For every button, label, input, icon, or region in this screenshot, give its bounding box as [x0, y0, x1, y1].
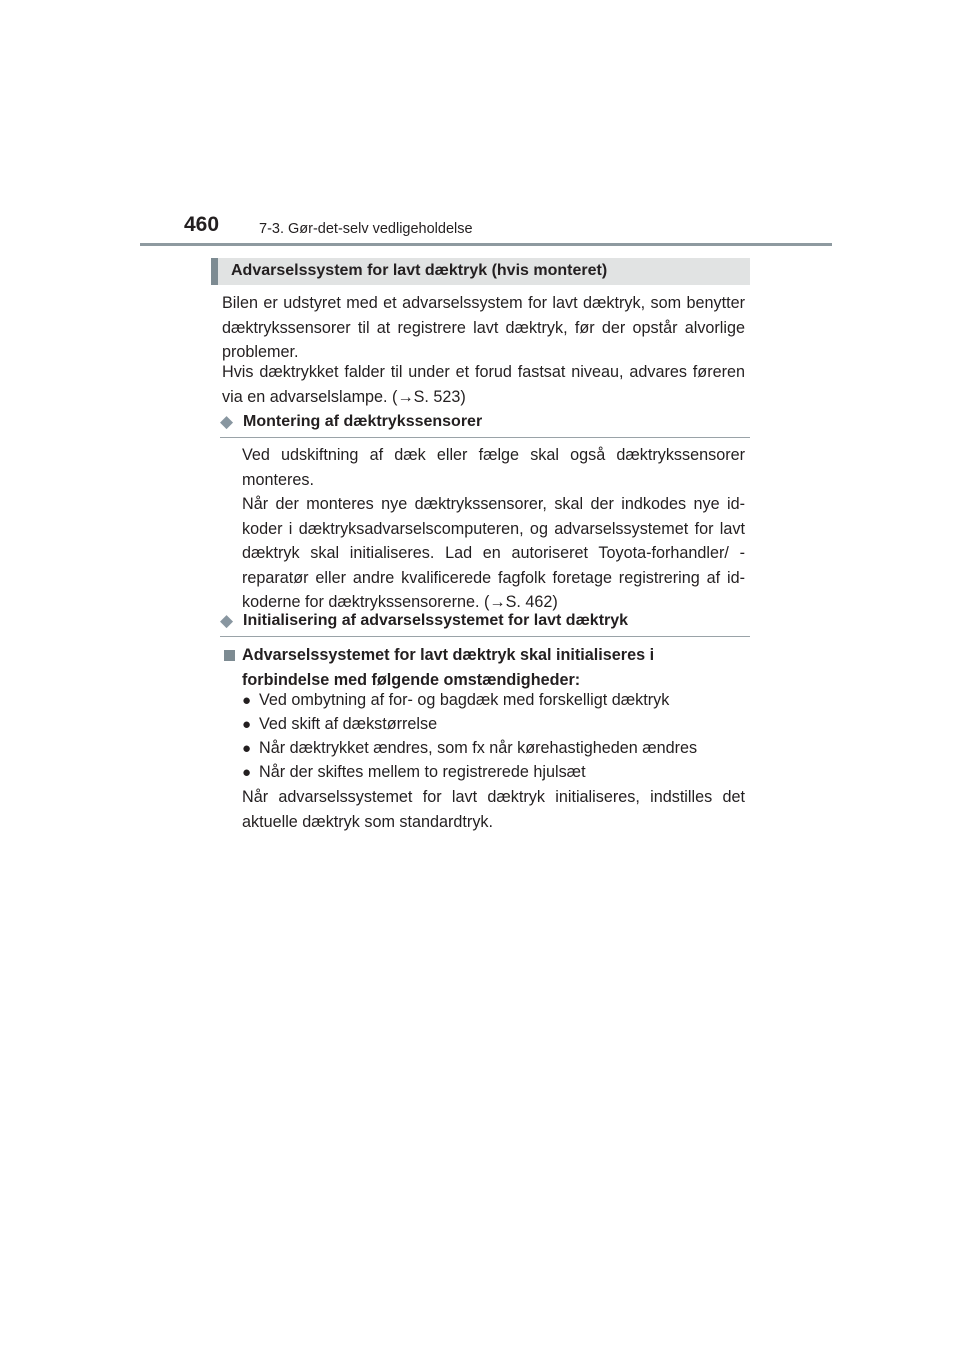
list-item — [242, 736, 752, 761]
list-item — [242, 760, 752, 785]
black-circle-icon: ● — [242, 764, 252, 781]
list-item-text: Når dæktrykket ændres, som fx når kørehastigheden ændres — [259, 739, 698, 757]
black-circle-icon: ● — [242, 692, 252, 709]
subsection-title: Montering af dæktrykssensorer — [243, 413, 483, 430]
black-circle-icon: ● — [242, 740, 252, 757]
initialisation-heading: Advarselssystemet for lavt dæktryk skal initialiseres i forbindelse med følgende omstændigheder: — [242, 646, 655, 689]
section-title: Advarselssystem for lavt dæktryk (hvis monteret) — [231, 262, 608, 279]
page-number: 460 — [184, 213, 220, 236]
list-item — [242, 712, 752, 737]
square-bullet-icon — [224, 650, 235, 661]
chapter-title: 7-3. Gør-det-selv vedligeholdelse — [259, 221, 473, 237]
mounting-paragraph-2: Når der monteres nye dæktrykssensorer, skal der indkodes nye id-koder i dæktryksadvarselscomputeren, og advarselssystemet for lavt dæktryk skal initialiseres. Lad en autoriseret Toyota-forhandler/ -reparatør eller andre kvalificerede fagfolk foretage registrering af id-koderne for dæktrykssensorerne. (→S. 462) — [242, 495, 745, 611]
subsection-heading-mounting — [220, 411, 750, 438]
black-circle-icon: ● — [242, 716, 252, 733]
diamond-icon: ◆ — [220, 412, 234, 431]
subsection-heading-initialisation — [220, 610, 750, 637]
list-item-text: Ved skift af dækstørrelse — [259, 715, 438, 733]
diamond-icon: ◆ — [220, 611, 234, 630]
subsection-title: Initialisering af advarselssystemet for lavt dæktryk — [243, 612, 629, 629]
intro-paragraph-2: Hvis dæktrykket falder til under et forud fastsat niveau, advares føreren via en advarselslampe. (→S. 523) — [222, 363, 745, 406]
list-item — [242, 688, 752, 713]
mounting-paragraph-1: Ved udskiftning af dæk eller fælge skal også dæktrykssensorer monteres. — [242, 446, 745, 489]
list-item-text: Ved ombytning af for- og bagdæk med forskelligt dæktryk — [259, 691, 670, 709]
list-item-text: Når der skiftes mellem to registrerede hjulsæt — [259, 763, 586, 781]
closing-paragraph: Når advarselssystemet for lavt dæktryk initialiseres, indstilles det aktuelle dæktryk som standardtryk. — [242, 788, 745, 831]
header-divider — [140, 243, 832, 246]
page-header — [0, 0, 960, 250]
section-title-bar — [211, 258, 750, 285]
intro-paragraph-1: Bilen er udstyret med et advarselssystem for lavt dæktryk, som benytter dæktrykssensorer til at registrere lavt dæktryk, før der opstår alvorlige problemer. — [222, 294, 745, 361]
